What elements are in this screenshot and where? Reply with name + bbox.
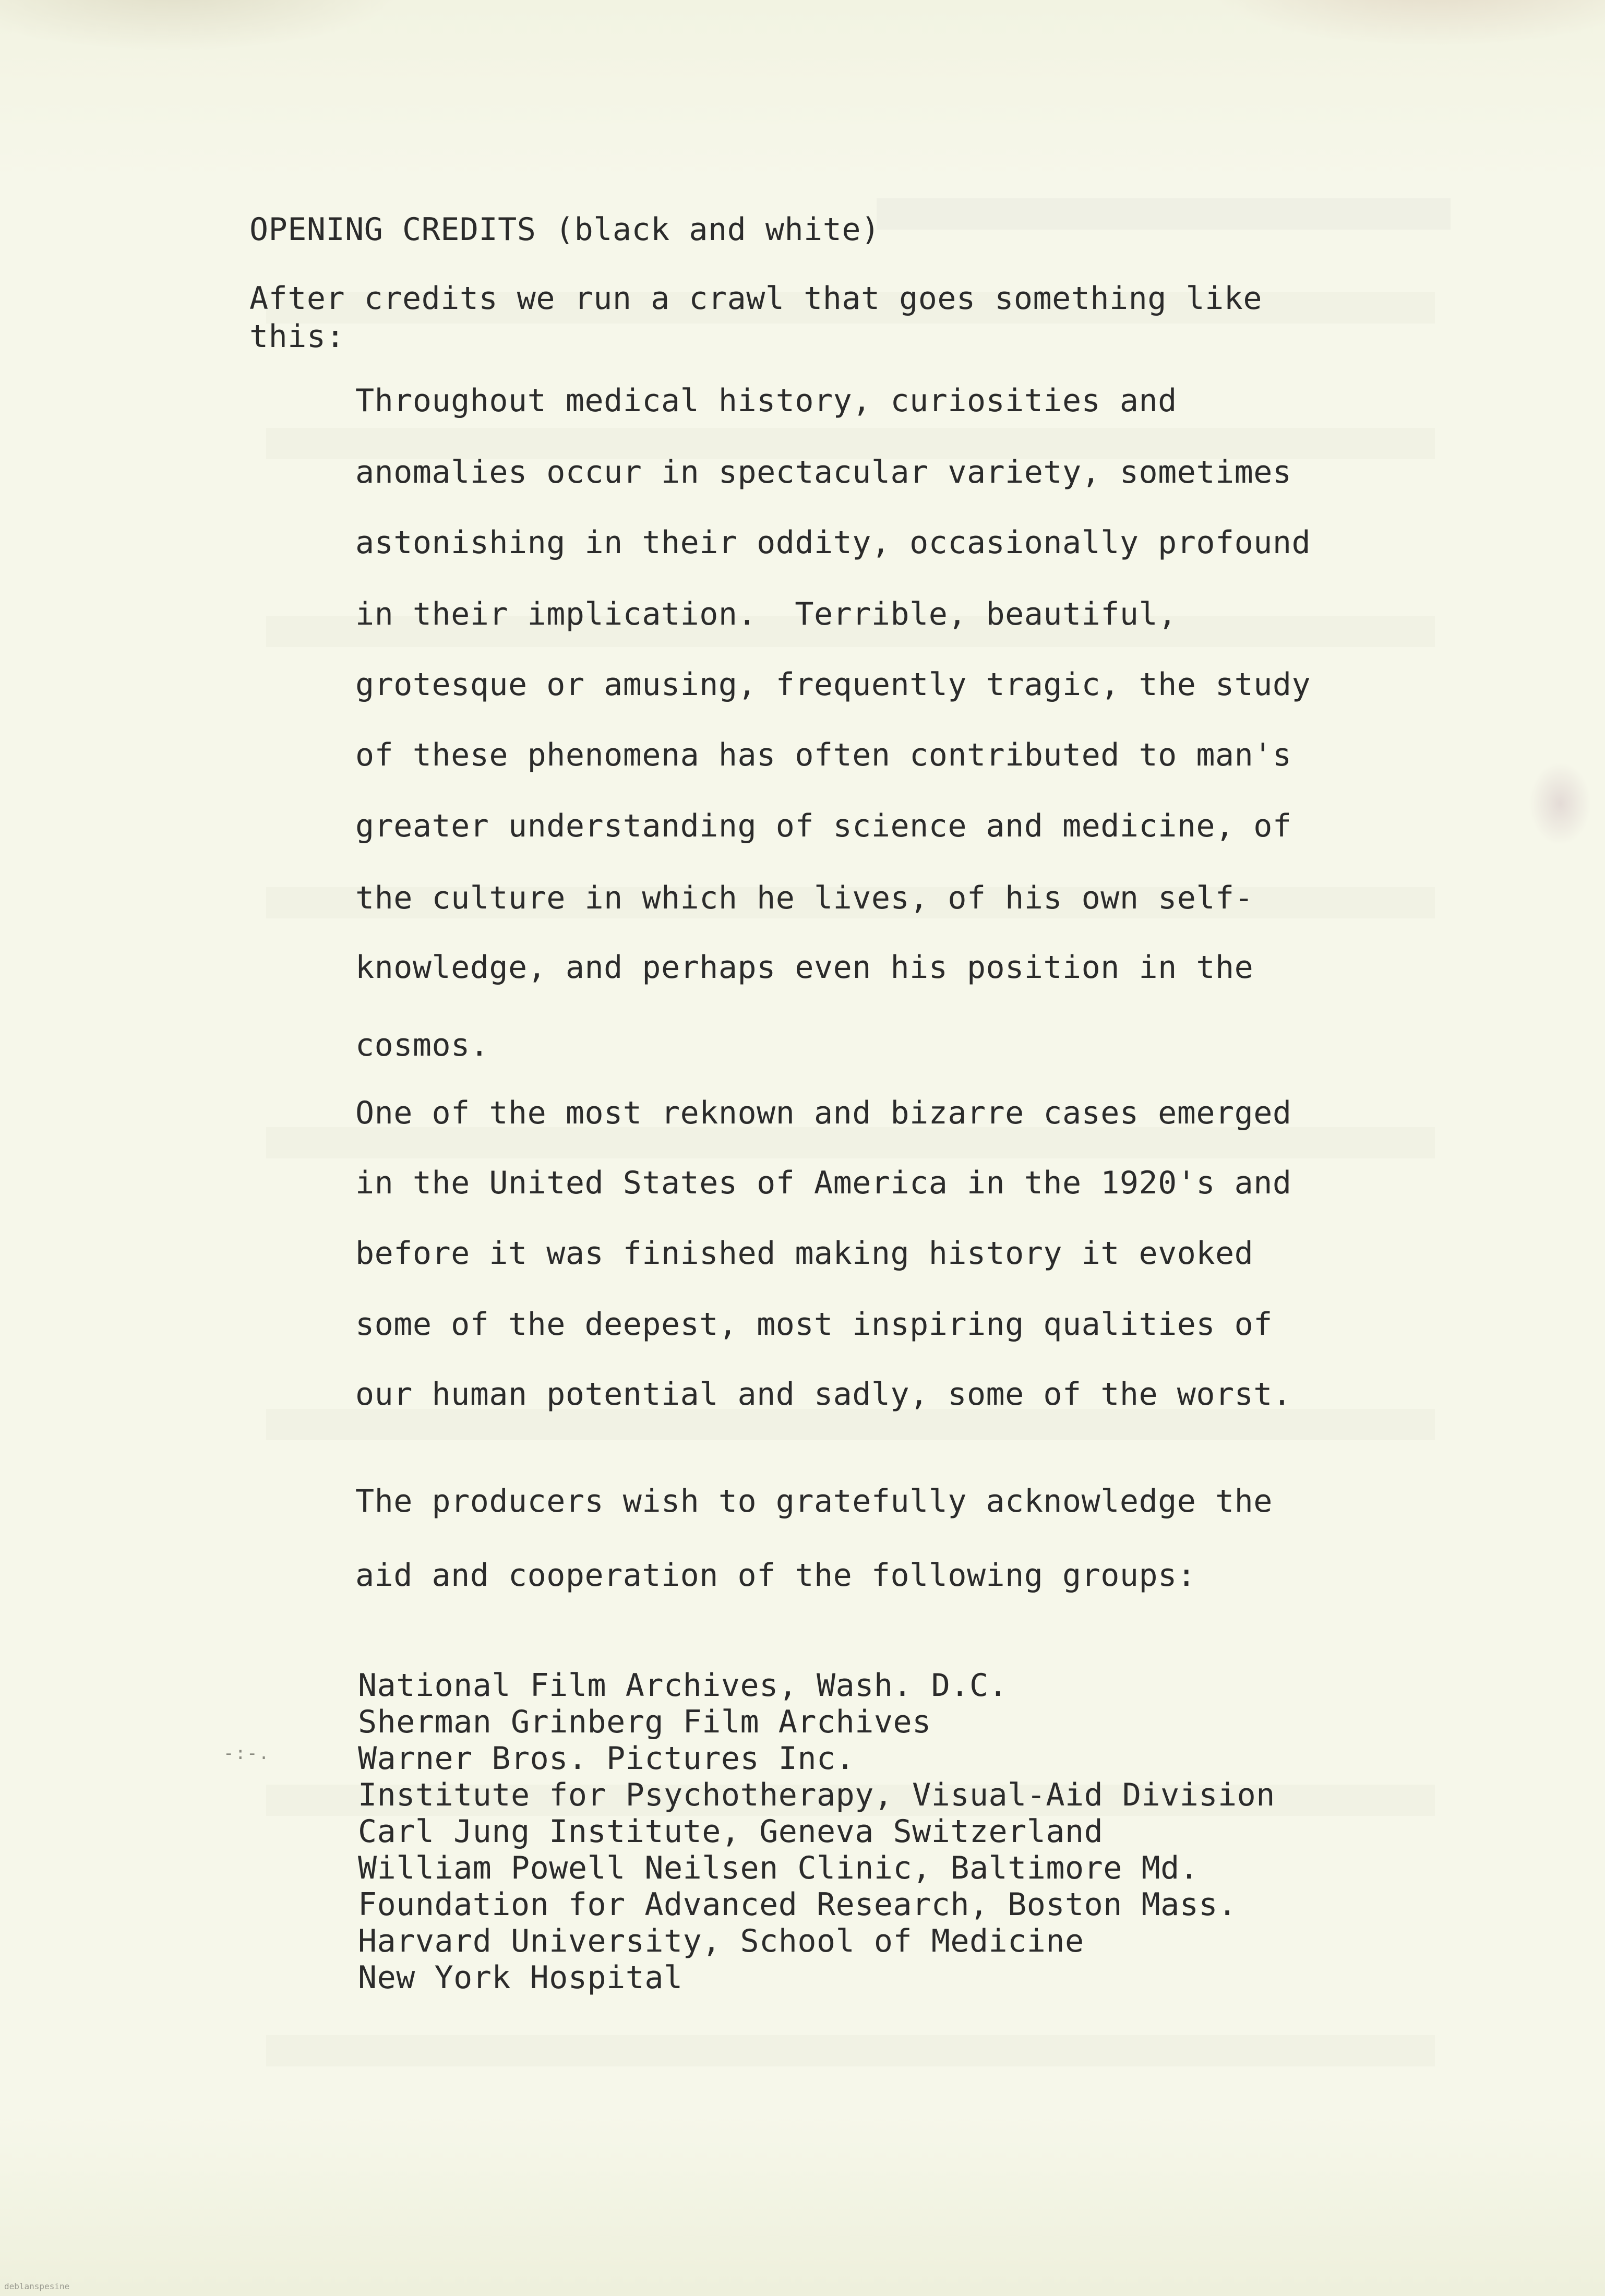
crawl-line: in their implication. Terrible, beautiful, <box>355 596 1177 632</box>
crawl-line: Throughout medical history, curiosities and <box>355 382 1177 419</box>
group-item: Carl Jung Institute, Geneva Switzerland <box>358 1813 1104 1850</box>
crawl-line: in the United States of America in the 1920's and <box>355 1165 1292 1201</box>
acknowledgement-line: The producers wish to gratefully acknowledge the <box>355 1483 1273 1520</box>
crawl-line: the culture in which he lives, of his own self- <box>355 880 1254 916</box>
group-item: Institute for Psychotherapy, Visual-Aid Division <box>358 1777 1275 1813</box>
crawl-line: some of the deepest, most inspiring qualities of <box>355 1306 1273 1343</box>
crawl-line: astonishing in their oddity, occasionally profound <box>355 524 1311 561</box>
crawl-line: before it was finished making history it evoked <box>355 1235 1254 1272</box>
group-item: National Film Archives, Wash. D.C. <box>358 1667 1008 1704</box>
paper-stain <box>1529 762 1591 845</box>
crawl-line: greater understanding of science and medicine, of <box>355 808 1292 844</box>
group-item: New York Hospital <box>358 1959 683 1996</box>
paper-stain <box>0 0 407 52</box>
group-item: Harvard University, School of Medicine <box>358 1923 1084 1959</box>
acknowledgement-line: aid and cooperation of the following groups: <box>355 1557 1196 1594</box>
crawl-line: anomalies occur in spectacular variety, sometimes <box>355 454 1292 491</box>
heading: OPENING CREDITS (black and white) <box>249 211 880 248</box>
group-item: Warner Bros. Pictures Inc. <box>358 1740 855 1777</box>
group-item: William Powell Neilsen Clinic, Baltimore Md. <box>358 1850 1199 1886</box>
intro-line: this: <box>249 318 345 355</box>
margin-mark: -:-. <box>223 1743 270 1764</box>
intro-line: After credits we run a crawl that goes something like <box>249 280 1263 317</box>
group-item: Foundation for Advanced Research, Boston Mass. <box>358 1886 1237 1923</box>
crawl-line: knowledge, and perhaps even his position in the <box>355 949 1254 986</box>
crawl-line: One of the most reknown and bizarre cases emerged <box>355 1095 1292 1131</box>
crawl-line: our human potential and sadly, some of the worst. <box>355 1376 1292 1413</box>
crawl-line: grotesque or amusing, frequently tragic, the study <box>355 666 1311 703</box>
footer-mark: deblanspesine <box>4 2281 70 2291</box>
crawl-line: of these phenomena has often contributed to man's <box>355 737 1292 773</box>
crawl-line: cosmos. <box>355 1027 489 1063</box>
group-item: Sherman Grinberg Film Archives <box>358 1704 931 1740</box>
paper-stain <box>1200 0 1605 47</box>
